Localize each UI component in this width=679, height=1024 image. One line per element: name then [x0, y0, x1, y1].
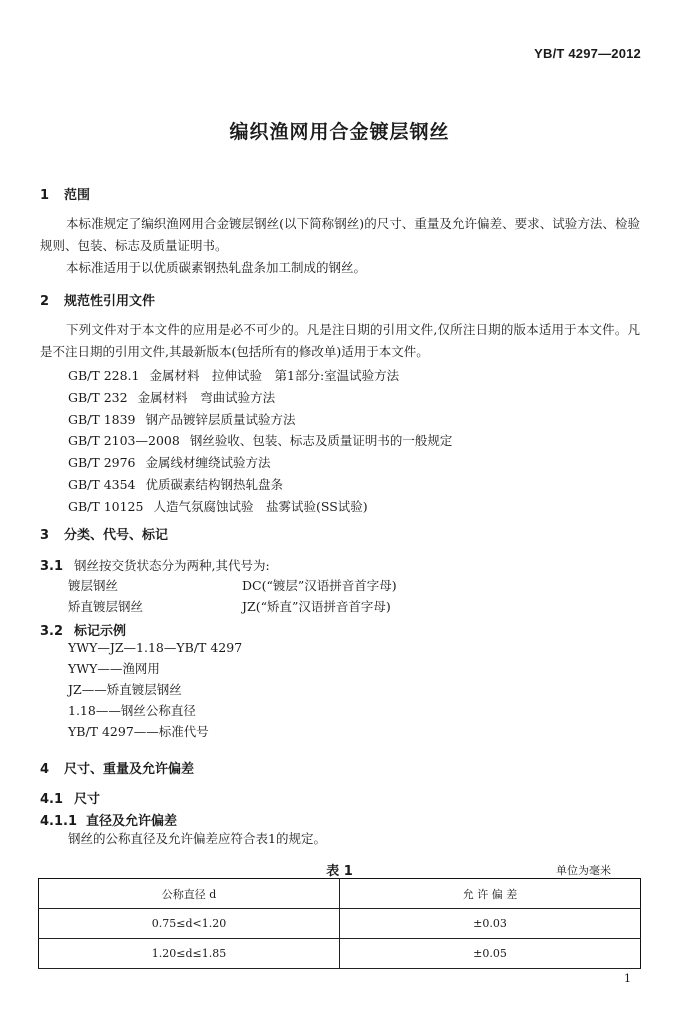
- section-number: 4.1: [40, 792, 64, 807]
- section-number: 4: [40, 762, 50, 777]
- reference-name: 金属线材缠绕试验方法: [145, 455, 271, 470]
- section-title: 范围: [64, 188, 91, 203]
- table-unit: 单位为毫米: [556, 864, 611, 877]
- section-title: 尺寸: [74, 792, 101, 807]
- reference-code: GB/T 1839: [68, 412, 136, 427]
- reference-item: [68, 497, 368, 515]
- document-title: 编织渔网用合金镀层钢丝: [229, 121, 450, 143]
- section-2-paragraph: 下列文件对于本文件的应用是必不可少的。凡是注日期的引用文件,仅所注日期的版本适用于本文件。凡是不注日期的引用文件,其最新版本(包括所有的修改单)适用于本文件。: [40, 322, 640, 359]
- section-text: 钢丝按交货状态分为两种,其代号为:: [74, 558, 270, 573]
- section-number: 3: [40, 528, 50, 543]
- type-name: 矫直镀层钢丝: [68, 599, 144, 614]
- diameter-tolerance-table: [38, 878, 641, 969]
- marking-line: YWY——渔网用: [68, 661, 160, 676]
- reference-item: [68, 431, 452, 449]
- reference-name: 人造气氛腐蚀试验 盐雾试验(SS试验): [153, 499, 368, 514]
- standard-code: YB/T 4297—2012: [534, 46, 641, 61]
- section-title: 规范性引用文件: [64, 294, 156, 309]
- section-4-1-1-text: 钢丝的公称直径及允许偏差应符合表1的规定。: [68, 831, 326, 846]
- reference-code: GB/T 4354: [68, 477, 136, 492]
- section-1-paragraph-1: 本标准规定了编织渔网用合金镀层钢丝(以下简称钢丝)的尺寸、重量及允许偏差、要求、试验方法、检验规则、包装、标志及质量证明书。: [40, 216, 640, 253]
- reference-name: 金属材料 拉伸试验 第1部分:室温试验方法: [149, 368, 400, 383]
- section-title: 标记示例: [74, 624, 127, 639]
- marking-line: YB/T 4297——标准代号: [68, 724, 209, 739]
- reference-item: [68, 453, 271, 471]
- table-row: [39, 939, 641, 969]
- type-code: DC(“镀层”汉语拼音首字母): [242, 578, 397, 593]
- reference-code: GB/T 2976: [68, 455, 136, 470]
- type-name: 镀层钢丝: [68, 578, 119, 593]
- reference-code: GB/T 228.1: [68, 368, 140, 383]
- section-1-paragraph-2: 本标准适用于以优质碳素钢热轧盘条加工制成的钢丝。: [66, 260, 367, 275]
- marking-line: 1.18——钢丝公称直径: [68, 703, 196, 718]
- type-code: JZ(“矫直”汉语拼音首字母): [242, 599, 391, 614]
- marking-line: JZ——矫直镀层钢丝: [68, 682, 182, 697]
- section-1-heading: [40, 184, 90, 203]
- table-cell: 0.75≤d<1.20: [39, 909, 340, 939]
- section-title: 分类、代号、标记: [64, 528, 169, 543]
- reference-item: [68, 388, 275, 406]
- reference-code: GB/T 10125: [68, 499, 144, 514]
- section-title: 尺寸、重量及允许偏差: [64, 762, 195, 777]
- reference-item: [68, 410, 296, 428]
- table-header-cell: 公称直径 d: [39, 879, 340, 909]
- section-title: 直径及允许偏差: [86, 814, 178, 829]
- table-header-row: [39, 879, 641, 909]
- section-4-1-1-heading: [40, 810, 177, 829]
- page-number: 1: [624, 972, 631, 985]
- reference-code: GB/T 232: [68, 390, 128, 405]
- section-3-1: [40, 556, 270, 574]
- section-number: 2: [40, 294, 50, 309]
- table-cell: 1.20≤d≤1.85: [39, 939, 340, 969]
- section-number: 1: [40, 188, 50, 203]
- section-4-heading: [40, 758, 194, 777]
- section-4-1-heading: [40, 788, 100, 807]
- section-number: 3.1: [40, 559, 64, 574]
- reference-item: [68, 366, 399, 384]
- table-cell: ±0.05: [340, 939, 641, 969]
- reference-name: 金属材料 弯曲试验方法: [137, 390, 276, 405]
- table-header-cell: 允 许 偏 差: [340, 879, 641, 909]
- section-number: 3.2: [40, 624, 64, 639]
- table-cell: ±0.03: [340, 909, 641, 939]
- reference-item: [68, 475, 283, 493]
- section-number: 4.1.1: [40, 814, 78, 829]
- table-row: [39, 909, 641, 939]
- reference-name: 钢产品镀锌层质量试验方法: [145, 412, 296, 427]
- section-3-heading: [40, 524, 168, 543]
- reference-code: GB/T 2103—2008: [68, 433, 180, 448]
- reference-name: 优质碳素结构钢热轧盘条: [145, 477, 284, 492]
- reference-name: 钢丝验收、包装、标志及质量证明书的一般规定: [189, 433, 453, 448]
- marking-line: YWY—JZ—1.18—YB/T 4297: [68, 640, 243, 655]
- section-2-heading: [40, 290, 155, 309]
- table-caption: 表 1: [326, 864, 353, 879]
